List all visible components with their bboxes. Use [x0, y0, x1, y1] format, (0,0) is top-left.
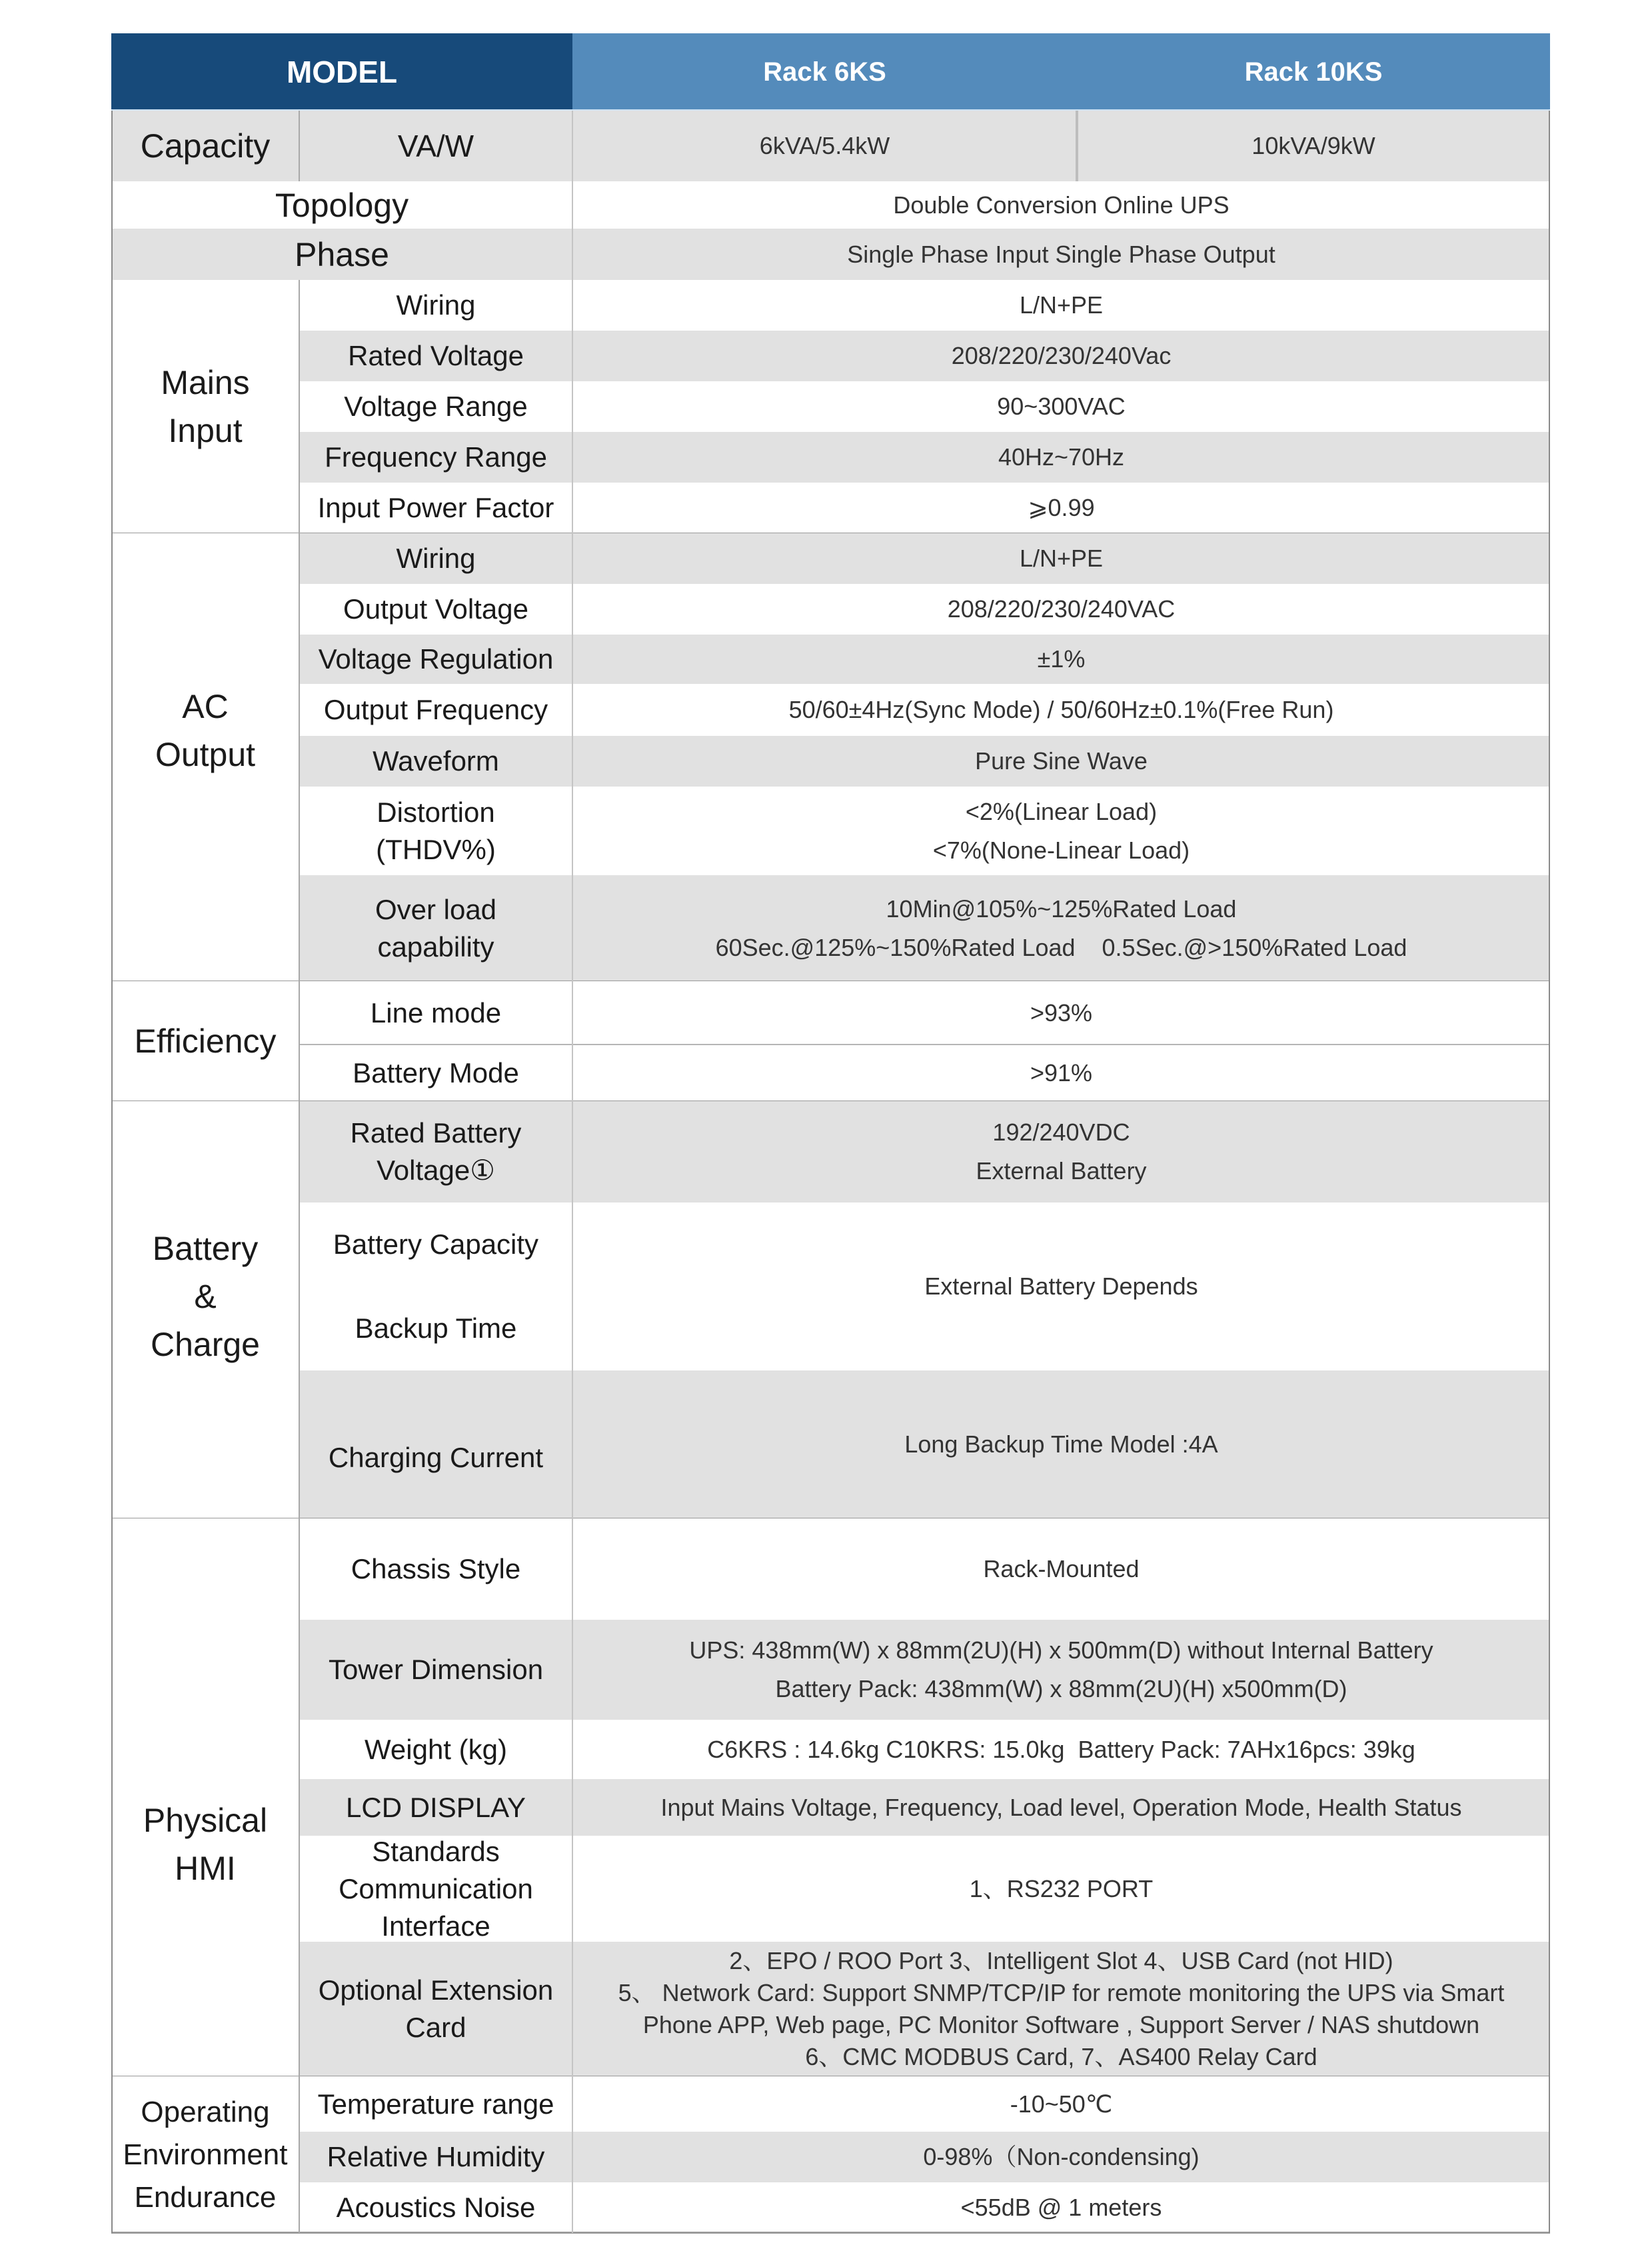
spec-value: ⩾0.99 — [1028, 494, 1095, 521]
spec-label: Rated Voltage — [348, 340, 524, 371]
spec-value-tower-dimension — [572, 1620, 1550, 1720]
spec-value: <55dB @ 1 meters — [960, 2194, 1162, 2221]
spec-label: Standards — [372, 1835, 500, 1867]
spec-label: Topology — [275, 186, 409, 224]
spec-value: 208/220/230/240VAC — [947, 595, 1176, 623]
spec-label: Voltage Range — [344, 391, 528, 422]
spec-value-optional-extension-card — [572, 1942, 1550, 2076]
spec-label-phase — [111, 229, 572, 280]
spec-label-backup-time — [299, 1286, 572, 1370]
spec-value-charging-current — [572, 1370, 1550, 1518]
spec-value-voltage-range — [572, 381, 1550, 432]
spec-value: Single Phase Input Single Phase Output — [847, 240, 1275, 268]
spec-label: Rated Battery — [350, 1117, 522, 1148]
spec-label-rated-voltage — [299, 331, 572, 381]
capacity-value-10ks — [1077, 111, 1550, 181]
spec-label-relative-humidity — [299, 2132, 572, 2182]
spec-value: 10Min@105%~125%Rated Load — [886, 895, 1237, 923]
spec-value-output-voltage — [572, 584, 1550, 635]
spec-label: Line mode — [370, 997, 502, 1029]
row-divider — [299, 1044, 1550, 1045]
spec-value: Phone APP, Web page, PC Monitor Software , Support Server / NAS shutdown — [642, 2011, 1480, 2038]
spec-value: External Battery Depends — [924, 1272, 1198, 1300]
model-name: Rack 10KS — [1244, 57, 1383, 87]
category-operating-environment — [111, 2076, 299, 2233]
spec-value-input-power-factor — [572, 483, 1550, 533]
spec-label: Weight (kg) — [365, 1733, 507, 1765]
category-label: HMI — [175, 1849, 236, 1887]
category-label: Capacity — [140, 127, 271, 165]
spec-label-va-w — [299, 111, 572, 181]
spec-value: External Battery — [976, 1157, 1147, 1184]
spec-label-voltage-range — [299, 381, 572, 432]
spec-value-battery-mode — [572, 1045, 1550, 1101]
spec-label: Voltage① — [377, 1154, 495, 1186]
spec-label: Waveform — [373, 745, 499, 777]
spec-value: L/N+PE — [1019, 545, 1104, 572]
table-left-border — [111, 111, 113, 2233]
category-label: Efficiency — [134, 1023, 277, 1060]
spec-value: 50/60±4Hz(Sync Mode) / 50/60Hz±0.1%(Free Run) — [788, 696, 1334, 723]
model-name: Rack 6KS — [763, 57, 886, 87]
spec-label-weight-kg — [299, 1720, 572, 1779]
spec-label-battery-capacity — [299, 1202, 572, 1286]
spec-value-phase — [572, 229, 1550, 280]
spec-label-wiring — [299, 533, 572, 584]
table-right-border — [1549, 111, 1550, 2233]
spec-value: 0-98%（Non-condensing) — [923, 2143, 1200, 2170]
spec-value: 6kVA/5.4kW — [759, 132, 890, 159]
spec-value-output-frequency — [572, 684, 1550, 736]
spec-value: 90~300VAC — [997, 393, 1126, 420]
spec-value-chassis-style — [572, 1518, 1550, 1620]
spec-value-rated-voltage — [572, 331, 1550, 381]
category-capacity — [111, 111, 299, 181]
spec-label: Output Voltage — [343, 593, 528, 625]
category-label: Environment — [123, 2138, 288, 2171]
model-header-label: MODEL — [286, 55, 398, 89]
spec-label: Output Frequency — [323, 694, 548, 725]
spec-value-over-load-capability — [572, 875, 1550, 981]
spec-label: VA/W — [397, 129, 474, 163]
spec-label-chassis-style — [299, 1518, 572, 1620]
category-label: Input — [168, 412, 243, 449]
spec-label: Voltage Regulation — [318, 643, 554, 675]
spec-value: UPS: 438mm(W) x 88mm(2U)(H) x 500mm(D) without Internal Battery — [689, 1636, 1433, 1664]
spec-label: Distortion — [377, 796, 495, 828]
spec-label-voltage-regulation — [299, 635, 572, 684]
spec-value: Battery Pack: 438mm(W) x 88mm(2U)(H) x500mm(D) — [775, 1675, 1347, 1702]
category-battery-charge — [111, 1101, 299, 1518]
spec-label: Wiring — [396, 289, 476, 321]
spec-value: Long Backup Time Model :4A — [904, 1430, 1218, 1458]
model-header — [111, 33, 572, 111]
spec-label: Backup Time — [355, 1312, 517, 1344]
spec-label-line-mode — [299, 981, 572, 1045]
spec-value: Rack-Mounted — [983, 1555, 1140, 1582]
spec-label: Wiring — [396, 543, 476, 574]
spec-label-tower-dimension — [299, 1620, 572, 1720]
spec-value: 1、RS232 PORT — [969, 1874, 1154, 1902]
model-column-rack-6ks — [572, 33, 1077, 111]
spec-value-frequency-range — [572, 432, 1550, 483]
spec-label-charging-current — [299, 1370, 572, 1518]
category-label: Mains — [161, 364, 250, 401]
spec-label: Optional Extension — [318, 1974, 554, 2006]
spec-value-battery-capacity-backup — [572, 1202, 1550, 1370]
category-label: Battery — [152, 1230, 259, 1267]
spec-label-over-load-capability — [299, 875, 572, 981]
spec-value: 60Sec.@125%~150%Rated Load 0.5Sec.@>150%Rated Load — [715, 933, 1407, 961]
spec-label-battery-mode — [299, 1045, 572, 1101]
category-label: Endurance — [134, 2180, 277, 2214]
spec-label-distortion-thdv — [299, 787, 572, 875]
spec-label: Tower Dimension — [328, 1654, 544, 1685]
spec-label: Phase — [295, 235, 389, 273]
spec-value-voltage-regulation — [572, 635, 1550, 684]
category-label: AC — [182, 688, 229, 725]
spec-label-topology — [111, 181, 572, 229]
spec-label-frequency-range — [299, 432, 572, 483]
spec-label: Charging Current — [328, 1442, 544, 1473]
spec-label: Relative Humidity — [327, 2141, 545, 2172]
category-mains-input — [111, 280, 299, 533]
category-label: Operating — [141, 2095, 270, 2128]
spec-value-line-mode — [572, 981, 1550, 1045]
spec-label-input-power-factor — [299, 483, 572, 533]
column-divider — [299, 280, 300, 2233]
spec-value-standards-communication-interface — [572, 1836, 1550, 1942]
spec-label-optional-extension-card — [299, 1942, 572, 2076]
spec-value: Input Mains Voltage, Frequency, Load level, Operation Mode, Health Status — [660, 1793, 1462, 1821]
spec-label: Battery Mode — [353, 1057, 519, 1089]
spec-table — [111, 33, 1550, 2233]
category-label: & — [194, 1278, 217, 1315]
spec-value-distortion-thdv — [572, 787, 1550, 875]
spec-value: C6KRS : 14.6kg C10KRS: 15.0kg Battery Pack: 7AHx16pcs: 39kg — [707, 1735, 1415, 1763]
spec-value: L/N+PE — [1019, 291, 1104, 319]
spec-value: <7%(None-Linear Load) — [932, 836, 1190, 864]
spec-label: (THDV%) — [376, 833, 496, 865]
spec-label-output-frequency — [299, 684, 572, 736]
spec-label-standards-communication-interface — [299, 1836, 572, 1942]
spec-label: Battery Capacity — [333, 1228, 539, 1260]
spec-value-rated-battery-voltage — [572, 1101, 1550, 1202]
divider — [299, 111, 300, 181]
model-column-rack-10ks — [1077, 33, 1550, 111]
spec-value: 2、EPO / ROO Port 3、Intelligent Slot 4、USB Card (not HID) — [729, 1947, 1393, 1974]
spec-label-temperature-range — [299, 2076, 572, 2132]
spec-value: -10~50℃ — [1010, 2090, 1113, 2118]
column-divider — [572, 111, 573, 2233]
spec-value: 10kVA/9kW — [1251, 132, 1375, 159]
spec-label-lcd-display — [299, 1779, 572, 1836]
spec-value: <2%(Linear Load) — [965, 797, 1158, 825]
category-efficiency — [111, 981, 299, 1101]
spec-value-acoustics-noise — [572, 2182, 1550, 2233]
spec-label-output-voltage — [299, 584, 572, 635]
spec-label: Temperature range — [317, 2088, 554, 2120]
spec-label-wiring — [299, 280, 572, 331]
divider — [1076, 111, 1078, 181]
spec-value: 208/220/230/240Vac — [951, 342, 1172, 369]
spec-label: Input Power Factor — [317, 492, 554, 523]
spec-value: 5、 Network Card: Support SNMP/TCP/IP for remote monitoring the UPS via Smart — [618, 1979, 1505, 2006]
category-ac-output — [111, 533, 299, 981]
spec-value-wiring — [572, 533, 1550, 584]
spec-label-waveform — [299, 736, 572, 787]
spec-value-wiring — [572, 280, 1550, 331]
spec-label-rated-battery-voltage — [299, 1101, 572, 1202]
spec-value: 6、CMC MODBUS Card, 7、AS400 Relay Card — [805, 2043, 1317, 2070]
spec-value: >93% — [1030, 999, 1093, 1027]
category-label: Charge — [151, 1326, 260, 1363]
spec-value: Double Conversion Online UPS — [893, 191, 1230, 219]
spec-label: Over load — [375, 893, 497, 925]
spec-value-relative-humidity — [572, 2132, 1550, 2182]
spec-value: 40Hz~70Hz — [998, 443, 1125, 471]
spec-label: Card — [405, 2012, 466, 2043]
spec-label: Acoustics Noise — [336, 2192, 536, 2223]
spec-label: Communication — [339, 1872, 533, 1904]
table-bottom-border — [111, 2232, 1550, 2234]
spec-label: LCD DISPLAY — [346, 1791, 526, 1823]
capacity-value-6ks — [572, 111, 1077, 181]
spec-label: Chassis Style — [351, 1553, 521, 1584]
category-label: Output — [155, 736, 256, 773]
spec-label: capability — [377, 931, 494, 963]
spec-label: Frequency Range — [325, 441, 547, 473]
category-label: Physical — [143, 1801, 268, 1839]
category-physical-hmi — [111, 1518, 299, 2076]
spec-value: >91% — [1030, 1059, 1093, 1087]
spec-value: 192/240VDC — [992, 1119, 1130, 1146]
spec-label: Interface — [381, 1910, 490, 1942]
spec-value: Pure Sine Wave — [975, 747, 1148, 775]
spec-value: ±1% — [1037, 645, 1086, 673]
spec-value-weight-kg — [572, 1720, 1550, 1779]
spec-value-temperature-range — [572, 2076, 1550, 2132]
spec-label-acoustics-noise — [299, 2182, 572, 2233]
spec-value-topology — [572, 181, 1550, 229]
spec-value-waveform — [572, 736, 1550, 787]
spec-value-lcd-display — [572, 1779, 1550, 1836]
